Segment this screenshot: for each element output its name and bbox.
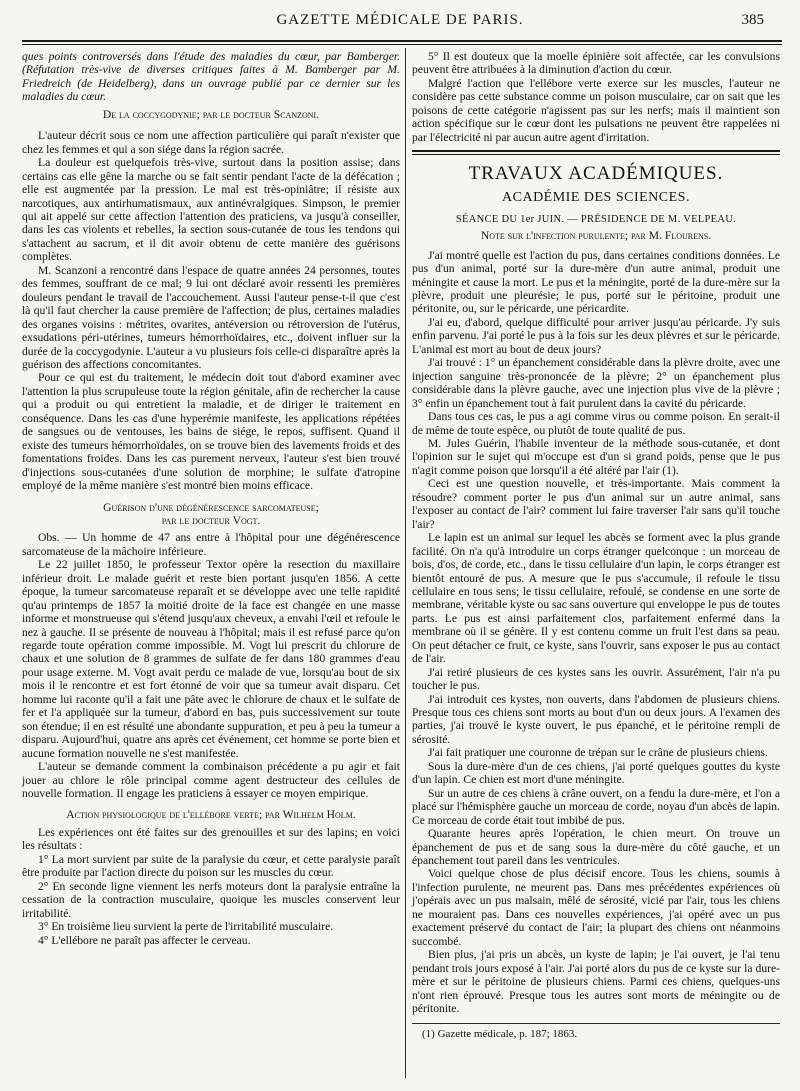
footnote: (1) Gazette médicale, p. 187; 1863. — [422, 1028, 578, 1041]
paragraph: Le 22 juillet 1850, le professeur Textor opère la resection du maxillaire inférieur droit. Le malade guérit et reste bien portant jusqu'en 1856. A cette époque, la tumeur sarcomateuse reparaît et se développe avec une telle rapidité qu'au printemps de 1857 la moitié droite de la face est changée en une masse informe et monstrueuse qui s'étend jusqu'aux cheveux, a envahi l'œil et refoule le nez à gauche. Il se présente de nouveau à l'hôpital; mais il est refusé parce qu'on regarde toute opération comme impossible. M. Vogt lui prescrit du chlorure de chaux et une solution de 8 grammes de sulfate de fer dans 180 grammes d'eau pour usage externe. M. Vogt avait perdu ce malade de vue, lorsqu'au bout de six mois il le rencontre et est fort étonné de voir que sa tumeur avait disparu. Cet homme lui raconte qu'il a fait une pâte avec le chlorure de chaux et le sulfate de fer et l'a appliquée sur la tumeur, d'abord en bas, puis successivement sur toute son étendue; il en est résulté une abondante suppuration, et peu à peu la tumeur a disparu. Aujourd'hui, quatre ans après cet événement, cet homme se porte bien et aucune formation nouvelle ne s'est manifestée. — [22, 558, 400, 760]
paragraph: 4° L'ellébore ne paraît pas affecter le cerveau. — [38, 933, 251, 947]
paragraph: J'ai trouvé : 1° un épanchement considérable dans la plèvre droite, avec une injection sanguine très-prononcée de la plèvre; 2° un épanchement plus considérable dans la plèvre gauche, avec une injection plus vive de la plèvre ; 3° enfin un épanchement tout à fait purulent dans la cavité du péricarde. — [412, 356, 780, 410]
article-title-ellebore: Action physiologique de l'ellébore verte; par Wilhelm Holm. — [66, 808, 356, 822]
session-line: SÉANCE DU 1er JUIN. — PRÉSIDENCE DE M. VELPEAU. — [455, 214, 737, 226]
paragraph: 2° En seconde ligne viennent les nerfs moteurs dont la paralysie entraîne la cessation de la contraction musculaire, quoique les muscles conservent leur irritabilité. — [22, 879, 400, 920]
column-divider — [405, 48, 406, 1078]
paragraph: J'ai retiré plusieurs de ces kystes sans les ouvrir. Assurément, l'air n'a pu toucher le pus. — [412, 665, 780, 693]
paragraph: 1° La mort survient par suite de la paralysie du cœur, et cette paralysie paraît être produite par l'action directe du poison sur les muscles du cœur. — [22, 852, 400, 880]
paragraph: Le lapin est un animal sur lequel les abcès se forment avec la plus grande facilité. On n'a qu'à introduire un corps étranger quelconque : un morceau de bois, d'os, de corde, etc., dans le tissu cellulaire d'un lapin, le corps étranger est bientôt entouré de pus. A mesure que le pus s'accumule, il refoule le tissu cellulaire en tous sens; le tissu cellulaire, refoulé, se condense en une sorte de membrane, véritable kyste ou sac sans ouverture qui enveloppe le pus de toutes parts. Le pus est ainsi parfaitement clos, parfaitement enfermé dans la membrane où il se génère. Il y est contenu comme un fruit l'est dans sa peau. On peut détacher ce fruit, ce kyste, sans l'ouvrir, sans exposer le pus au contact de l'air. — [412, 531, 780, 666]
journal-title: GAZETTE MÉDICALE DE PARIS. — [276, 12, 524, 28]
paragraph: L'auteur se demande comment la combinaison précédente a pu agir et fait jouer au chlore le rôle principal comme agent destructeur des cellules de nouvelle formation. Il engage les praticiens à essayer ce moyen empirique. — [22, 760, 400, 801]
paragraph: M. Jules Guérin, l'habile inventeur de la méthode sous-cutanée, et dont l'opinion sur le sujet qui m'occupe est d'un si grand poids, pense que le pus n'agit comme poison que lorsqu'il a été altéré par l'air (1). — [412, 436, 780, 477]
paragraph: Bien plus, j'ai pris un abcès, un kyste de lapin; je l'ai ouvert, je l'ai tenu pendant trois jours exposé à l'air. J'ai porté alors du pus de ce kyste sur la dure-mère et sur le péritoine de plusieurs chiens. Parmi ces chiens, quelques-uns n'ont rien éprouvé. Presque tous les autres sont morts de méningite ou de péritonite. — [412, 948, 780, 1015]
paragraph: J'ai eu, d'abord, quelque difficulté pour arriver jusqu'au péricarde. J'y suis enfin parvenu. J'ai porté le pus à la fois sur les deux plèvres et sur le péricarde. L'animal est mort au bout de deux jours? — [412, 315, 780, 356]
paragraph: Obs. — Un homme de 47 ans entre à l'hôpital pour une dégénérescence sarcomateuse de la mâchoire inférieure. — [22, 531, 400, 558]
header-rule — [22, 40, 782, 42]
article-title-coccygodynie: De la coccygodynie; par le docteur Scanzoni. — [102, 107, 320, 121]
article-title-sarcome-author: par le docteur Vogt. — [161, 513, 261, 527]
section-rule — [412, 150, 780, 152]
paragraph: Sur un autre de ces chiens à crâne ouvert, on a fendu la dure-mère, et l'on a placé sur l'hémisphère gauche un morceau de corde, noyau d'un abcès de lapin. Ce morceau de corde était tout imbibé de pus. — [412, 786, 780, 827]
paragraph: Ceci est une question nouvelle, et très-importante. Mais comment la résoudre? comment porter le pus d'un animal sur un autre animal, sans l'exposer au contact de l'air? comment lui faire traverser l'air sans qu'il touche l'air? — [412, 477, 780, 531]
section-heading: TRAVAUX ACADÉMIQUES. — [468, 163, 724, 185]
page-number: 385 — [741, 12, 764, 28]
article-title-sarcome: Guérison d'une dégénérescence sarcomateuse; — [103, 500, 319, 514]
paragraph: J'ai montré quelle est l'action du pus, dans certaines conditions données. Le pus d'un animal, porté sur la dure-mère d'un autre animal, produit une méningite et cause la mort. Le pus et la méningite, porté de la dure-mère sur la plèvre, produit une pleurésie; le pus, porté sur le péritoine, produit une péritonite, ou, sur le péricarde, une péricardite. — [412, 248, 780, 316]
academy-heading: ACADÉMIE DES SCIENCES. — [502, 190, 690, 206]
paragraph: J'ai fait pratiquer une couronne de trépan sur le crâne de plusieurs chiens. — [428, 746, 768, 760]
paragraph: La douleur est quelquefois très-vive, surtout dans la position assise; dans certains cas elle gêne la marche ou se fait sentir pendant l'acte de la défécation ; elle est augmentée par la pression. Le mal est très-opiniâtre; il résiste aux narcotiques, aux antirhumatismaux, aux antinévralgiques. Simpson, le premier qui ait appelé sur cette affection l'attention des praticiens, va jusqu'à conseiller, dans les cas violents et rebelles, la section sous-cutanée de tous les tendons qui s'attachent au sacrum, et il dit avoir obtenu de cette manière des guérisons complètes. — [22, 156, 400, 264]
paragraph: Sous la dure-mère d'un de ces chiens, j'ai porté quelques gouttes du kyste d'un lapin. Ce chien est mort d'une méningite. — [412, 759, 780, 787]
intro-paragraph: ques points controversés dans l'étude des maladies du cœur, par Bamberger. (Réfutation très-vive de diverses critiques faites à M. Bamberger par M. Friedreich (de Heidelberg), dans un ouvrage publié par ce dernier sur les maladies du cœur. — [22, 50, 400, 104]
paragraph: M. Scanzoni a rencontré dans l'espace de quatre années 24 personnes, toutes des femmes, souffrant de ce mal; 9 lui ont déclaré avoir ressenti les premières douleurs pendant le travail de l'accouchement. Aussi l'auteur pense-t-il que c'est là qu'il faut chercher la cause première de l'affection; de plus, certaines maladies des organes voisins : métrites, ovarites, antéversion ou rétroversion de l'utérus, exsudations péri-utérines, tumeurs hémorrhoïdaires, etc., doivent influer sur la durée de la coccygodynie. L'auteur a vu plusieurs fois celle-ci disparaître après la guérison des affections concomitantes. — [22, 263, 400, 371]
paragraph: J'ai introduit ces kystes, non ouverts, dans l'abdomen de plusieurs chiens. Presque tous ces chiens sont morts au bout d'un ou deux jours. A l'examen des parties, j'ai trouvé le kyste ouvert, le pus épanché, et le péritoine rempli de sérosité. — [412, 692, 780, 746]
article-title-flourens: Note sur l'infection purulente; par M. Flourens. — [480, 229, 712, 243]
paragraph: Quarante heures après l'opération, le chien meurt. On trouve un épanchement de pus et de sang sous la dure-mère du côté gauche, et un épanchement tout pareil dans les ventricules. — [412, 827, 780, 868]
paragraph: Malgré l'action que l'ellébore verte exerce sur les muscles, l'auteur ne considère pas cette substance comme un poison musculaire, car on sait que les poisons de cette catégorie n'agissent pas sur les nerfs; mais il maintient son action spécifique sur le cœur dont les pulsations ne peuvent être rappelées ni par l'électricité ni par aucun autre agent d'irritation. — [412, 76, 780, 144]
paragraph: L'auteur décrit sous ce nom une affection particulière qui paraît n'exister que chez les femmes et qui a son siége dans la région sacrée. — [22, 129, 400, 156]
left-column — [22, 50, 400, 947]
paragraph: 3° En troisième lieu survient la perte de l'irritabilité musculaire. — [38, 920, 334, 934]
running-header — [0, 10, 800, 34]
section-rule-thin — [412, 154, 780, 155]
paragraph: Dans tous ces cas, le pus a agi comme virus ou comme poison. En serait-il de même de toute espèce, ou plutôt de toute qualité de pus. — [412, 410, 780, 437]
paragraph: Pour ce qui est du traitement, le médecin doit tout d'abord examiner avec l'attention la plus scrupuleuse toute la région génitale, afin de rechercher la cause qui a produit ou qui entretient la maladie, et de diriger le traitement en conséquence. Dans les cas d'une hyperémie manifeste, les applications répétées de sangsues ou de ventouses, les bains de siége, le repos, suffisent. Quand il existe des tumeurs hémorrhoïdales, on se trouve bien des lavements froids et des fomentations froides. Dans les cas purement nerveux, l'auteur s'est bien trouvé d'injections sous-cutanées d'une solution de morphine; le sulfate d'atropine employé de la même manière s'est montré bien moins efficace. — [22, 371, 400, 493]
footnote-rule — [412, 1023, 780, 1024]
right-column — [412, 50, 780, 1042]
paragraph: Les expériences ont été faites sur des grenouilles et sur des lapins; en voici les résultats : — [22, 825, 400, 853]
header-rule-thin — [22, 44, 782, 45]
paragraph: 5° Il est douteux que la moelle épinière soit affectée, car les convulsions peuvent être attribuées à la diminution d'action du cœur. — [412, 50, 780, 77]
paragraph: Voici quelque chose de plus décisif encore. Tous les chiens, soumis à l'infection purulente, ne meurent pas. Dans mes précédentes expériences où j'opérais avec un pus malsain, mêlé de sérosité, vicié par l'air, tous les chiens ne mouraient pas. Dans ces nouvelles expériences, j'ai opéré avec un pus exactement préservé du contact de l'air; la plupart des chiens ont néanmoins succombé. — [412, 867, 780, 948]
